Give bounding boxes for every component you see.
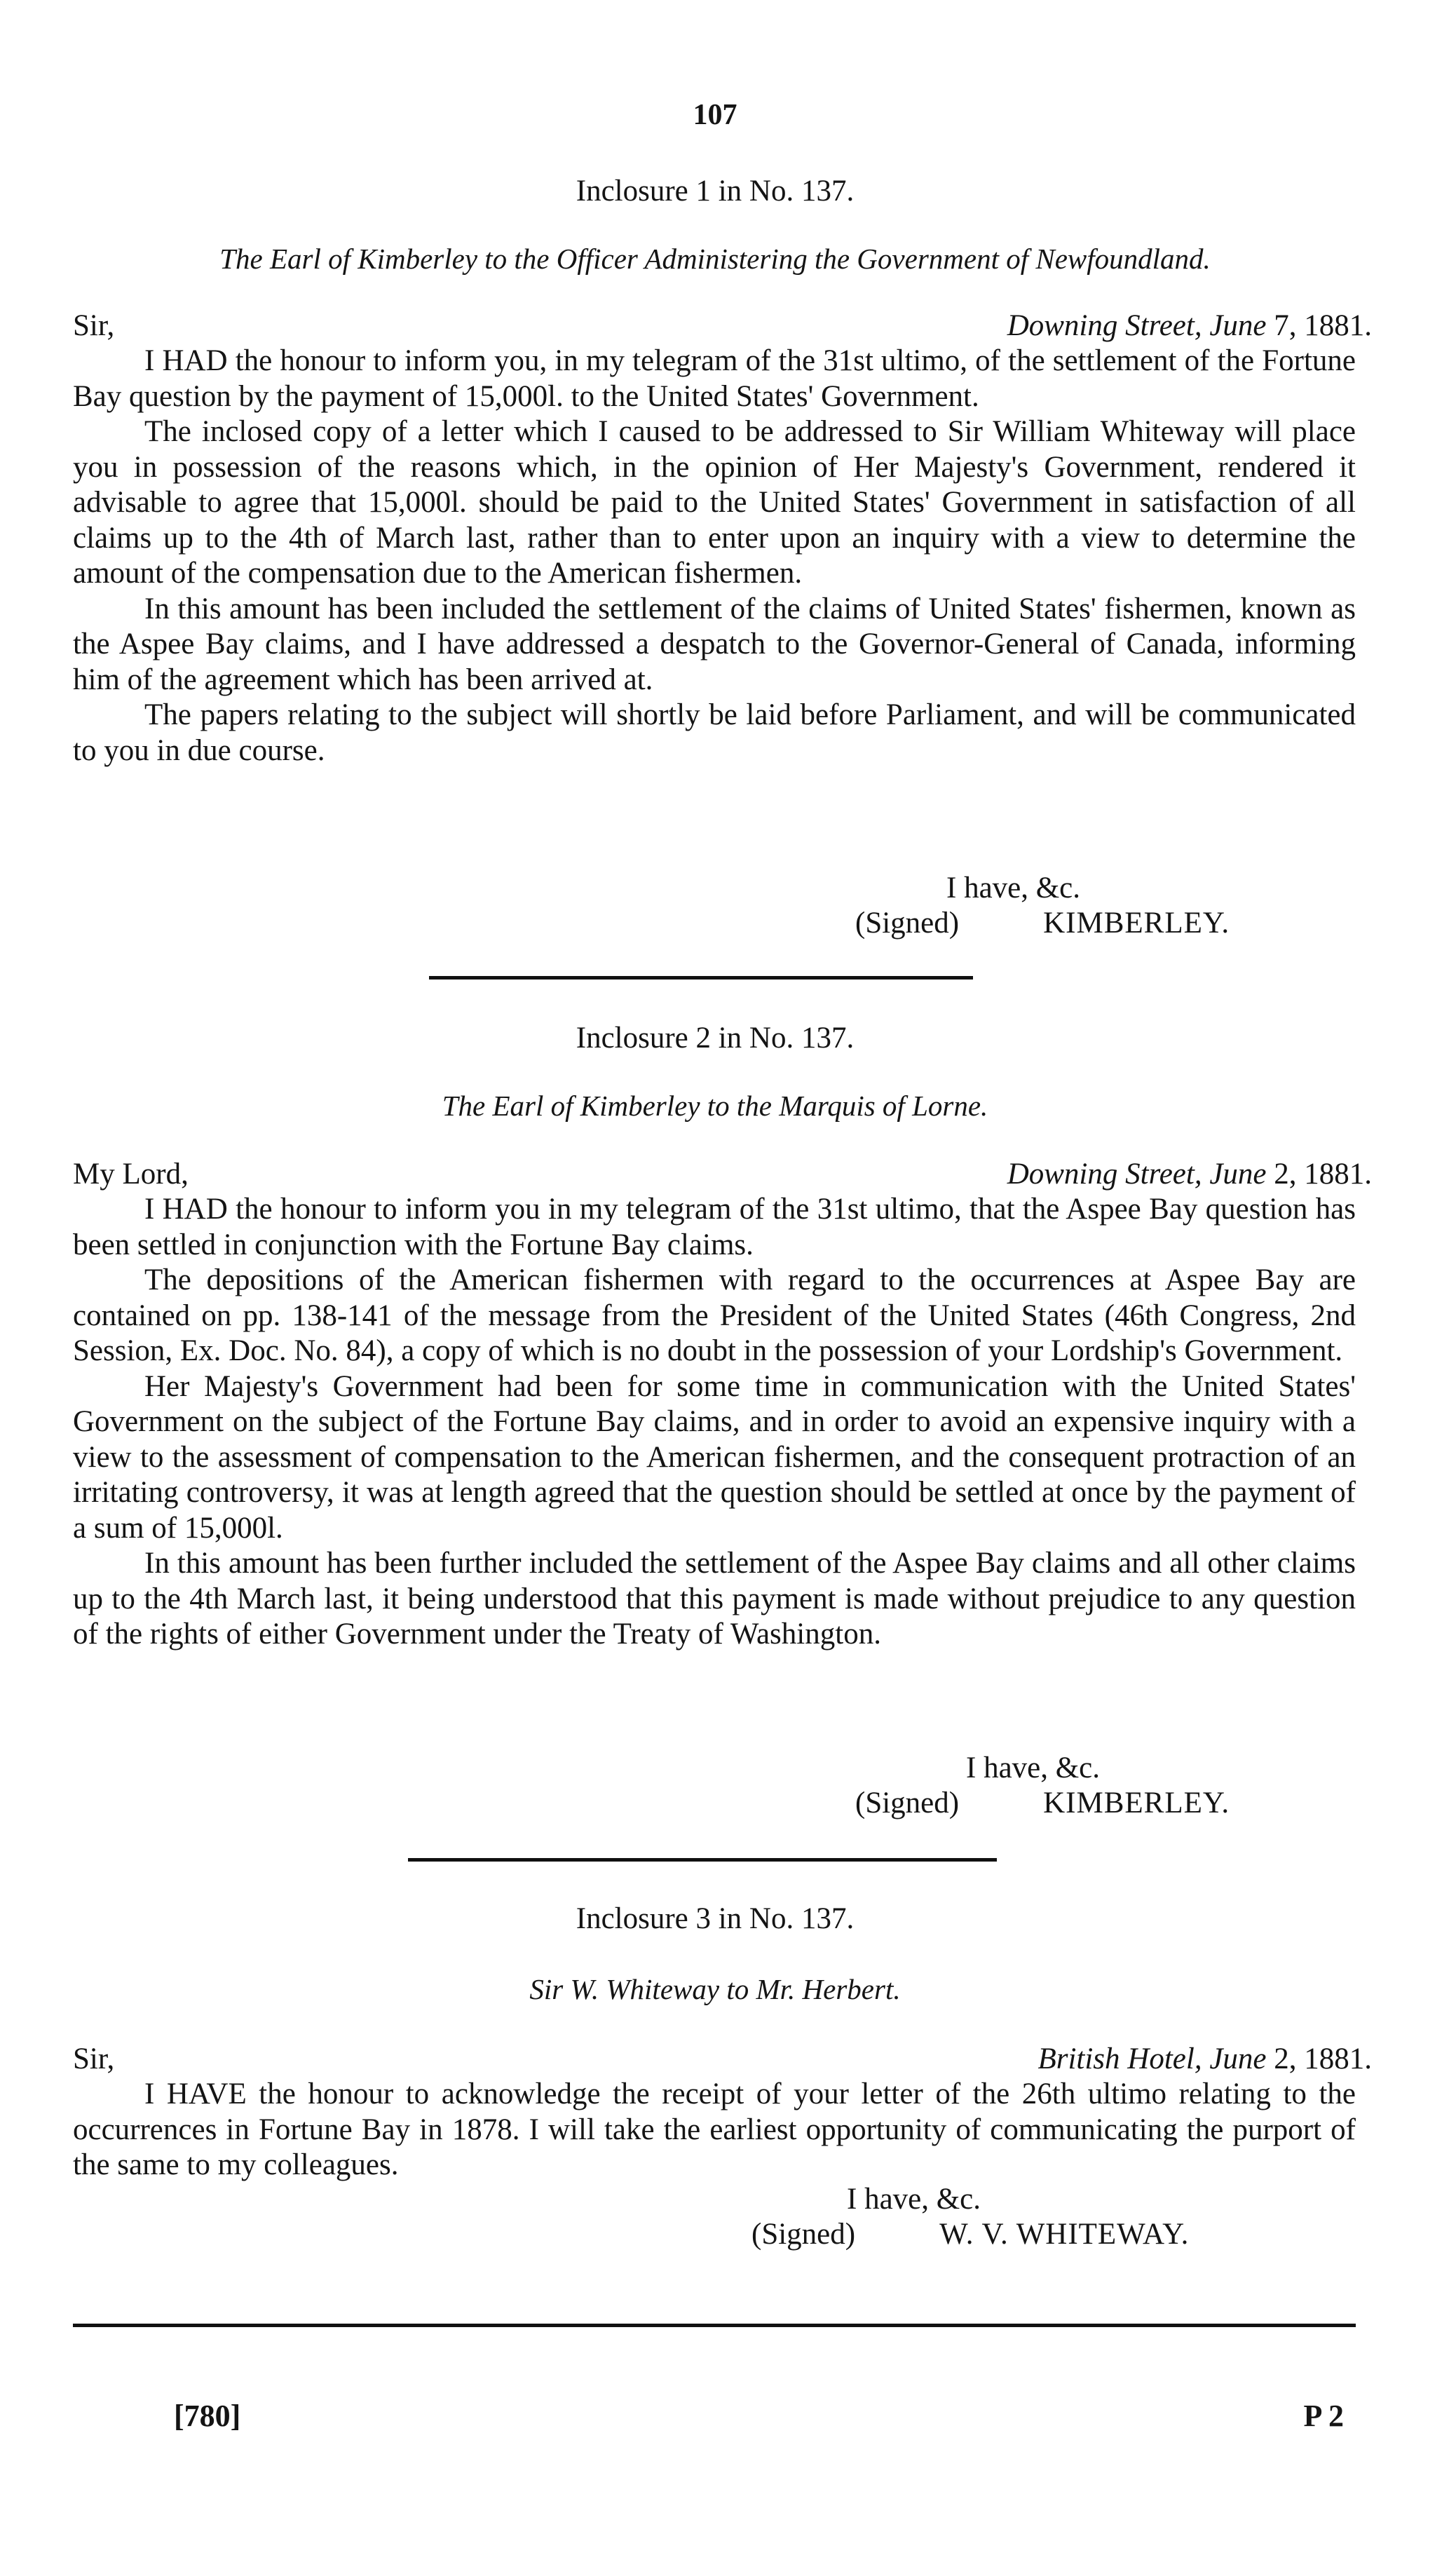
- enclosure-2-subheading: The Earl of Kimberley to the Marquis of Lorne.: [442, 1090, 988, 1122]
- enclosure-2-heading: Inclosure 2 in No. 137.: [576, 1022, 855, 1055]
- enclosure-1-dateline-place: Downing Street, June: [1007, 309, 1267, 342]
- print-number: [780]: [174, 2399, 241, 2433]
- enclosure-2-signature: [855, 1786, 1230, 1820]
- enclosure-2-paragraph: Her Majesty's Government had been for some time in communication with the United States' Government on the subject of the Fortune Bay claims, and in order to avoid an expensive inquiry with a view to the assessment of compensation to the American fishermen, and the consequent protraction of an irritating controversy, it was at length agreed that the question should be settled at once by the payment of a sum of 15,000l.: [73, 1369, 1356, 1545]
- enclosure-3-heading: Inclosure 3 in No. 137.: [576, 1902, 855, 1935]
- enclosure-2-dateline: [1007, 1157, 1372, 1191]
- enclosure-1-paragraph: In this amount has been included the settlement of the claims of United States' fishermen, known as the Aspee Bay claims, and I have addressed a despatch to the Governor-General of Canada, informing him of the agreement which has been arrived at.: [73, 592, 1356, 696]
- enclosure-3-signature: [751, 2217, 1189, 2251]
- footer-rule: [73, 2324, 1356, 2327]
- enclosure-3-dateline-place: British Hotel, June: [1037, 2042, 1267, 2075]
- enclosure-1-paragraph: I HAD the honour to inform you, in my telegram of the 31st ultimo, of the settlement of the Fortune Bay question by the payment of 15,000l. to the United States' Government.: [73, 344, 1356, 413]
- enclosure-3-body: [73, 2077, 1356, 2183]
- enclosure-2-paragraph: I HAD the honour to inform you in my telegram of the 31st ultimo, that the Aspee Bay question has been settled in conjunction with the Fortune Bay claims.: [73, 1193, 1356, 1261]
- enclosure-3-subheading: Sir W. Whiteway to Mr. Herbert.: [529, 1973, 901, 2005]
- enclosure-3-signed-label: (Signed): [751, 2218, 856, 2251]
- enclosure-2-signatory: KIMBERLEY.: [1043, 1787, 1230, 1819]
- section-divider: [408, 1858, 997, 1862]
- enclosure-2-salutation: My Lord,: [73, 1158, 189, 1191]
- enclosure-3-signatory: W. V. WHITEWAY.: [939, 2218, 1190, 2251]
- enclosure-1-body: [73, 344, 1356, 768]
- enclosure-1-signatory: KIMBERLEY.: [1043, 907, 1230, 940]
- enclosure-1-subheading: The Earl of Kimberley to the Officer Administering the Government of Newfoundland.: [219, 243, 1211, 275]
- enclosure-1-paragraph: The papers relating to the subject will shortly be laid before Parliament, and will be communicated to you in due course.: [73, 698, 1356, 767]
- enclosure-2-signed-label: (Signed): [855, 1787, 960, 1819]
- signature-mark: P 2: [1303, 2399, 1344, 2433]
- enclosure-3-paragraph: I HAVE the honour to acknowledge the receipt of your letter of the 26th ultimo relating to the occurrences in Fortune Bay in 1878. I will take the earliest opportunity of communicating the purport of the same to my colleagues.: [73, 2078, 1356, 2181]
- enclosure-1-heading: Inclosure 1 in No. 137.: [576, 175, 855, 208]
- enclosure-3-salutation: Sir,: [73, 2042, 115, 2075]
- enclosure-1-dateline-date: 7, 1881.: [1274, 309, 1372, 342]
- enclosure-1-closing: I have, &c.: [946, 872, 1081, 904]
- enclosure-3-dateline-date: 2, 1881.: [1274, 2042, 1372, 2075]
- enclosure-1-dateline: [1007, 309, 1372, 343]
- enclosure-3-closing: I have, &c.: [847, 2183, 981, 2216]
- enclosure-1-signature: [855, 906, 1230, 940]
- enclosure-1-paragraph: The inclosed copy of a letter which I caused to be addressed to Sir William Whiteway will place you in possession of the reasons which, in the opinion of Her Majesty's Government, rendered it advisable to agree that 15,000l. should be paid to the United States' Government in satisfaction of all claims up to the 4th of March last, rather than to enter upon an inquiry with a view to determine the amount of the compensation due to the American fishermen.: [73, 415, 1356, 590]
- enclosure-1-salutation: Sir,: [73, 309, 115, 342]
- enclosure-2-body: [73, 1192, 1356, 1653]
- section-divider: [429, 976, 973, 980]
- enclosure-2-dateline-date: 2, 1881.: [1274, 1158, 1372, 1191]
- enclosure-2-closing: I have, &c.: [966, 1751, 1101, 1784]
- enclosure-3-dateline: [1037, 2042, 1372, 2076]
- page-number: 107: [693, 99, 737, 131]
- enclosure-1-signed-label: (Signed): [855, 907, 960, 940]
- enclosure-2-paragraph: The depositions of the American fishermen with regard to the occurrences at Aspee Bay are contained on pp. 138-141 of the message from the President of the United States (46th Congress, 2nd Session, Ex. Doc. No. 84), a copy of which is no doubt in the possession of your Lordship's Government.: [73, 1263, 1356, 1367]
- enclosure-2-paragraph: In this amount has been further included the settlement of the Aspee Bay claims and all other claims up to the 4th March last, it being understood that this payment is made without prejudice to any question of the rights of either Government under the Treaty of Washington.: [73, 1547, 1356, 1651]
- enclosure-2-dateline-place: Downing Street, June: [1007, 1158, 1267, 1191]
